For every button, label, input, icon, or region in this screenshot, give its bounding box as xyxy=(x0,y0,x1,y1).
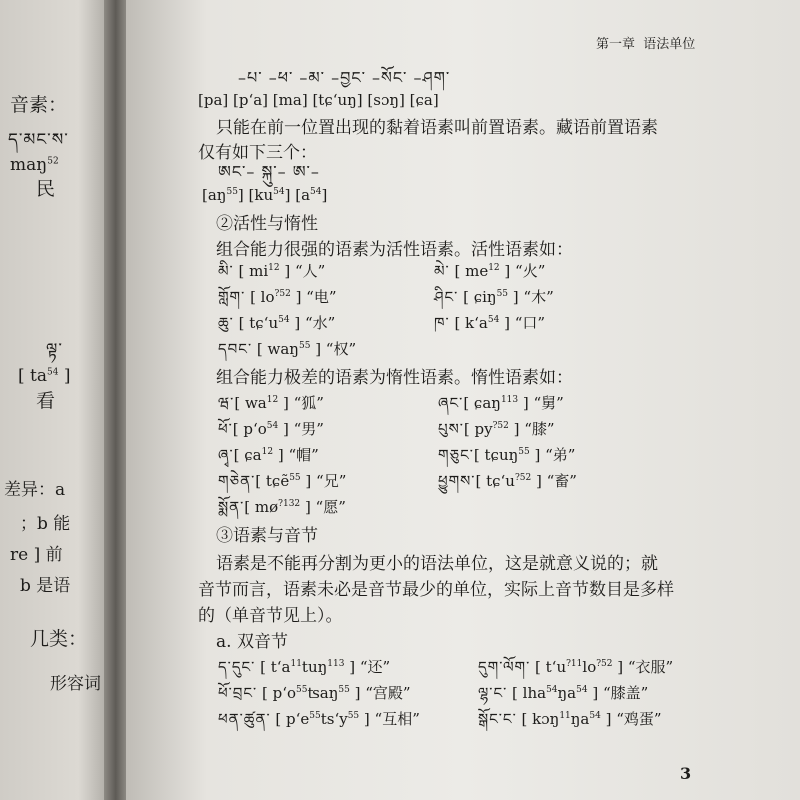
left-text-5: ལྟ་ xyxy=(46,340,63,360)
running-header xyxy=(596,38,695,51)
active-morpheme-5: ཆུ་ [ tɕʻu$^{54}$ ] “水” xyxy=(218,314,336,332)
active-morpheme-7: དབང་ [ waŋ$^{55}$ ] “权” xyxy=(218,340,357,358)
section-heading-morpheme-syllable: ③语素与音节 xyxy=(216,526,318,546)
paragraph-4-line-2: 音节而言，语素未必是音节最少的单位，实际上音节数目是多样 xyxy=(198,580,674,600)
disyllabic-word-2: དུག་ལོག་ [ $tʻu^{?11}lo^{?52}$ ] “衣服” xyxy=(478,658,674,676)
subsection-heading-disyllabic: a. 双音节 xyxy=(216,632,288,652)
left-text-13: 形容词 xyxy=(50,674,101,694)
disyllabic-word-4: ལྷ་ང་ [ $lha^{54}ŋa^{54}$ ] “膝盖” xyxy=(478,684,649,702)
left-text-3: maŋ$^{52}$ xyxy=(10,155,59,175)
active-morpheme-4: ཤིང་ [ ɕiŋ$^{55}$ ] “木” xyxy=(434,288,554,306)
disyllabic-word-6: སྒོང་ང་ [ $kɔŋ^{11}ŋa^{54}$ ] “鸡蛋” xyxy=(478,710,662,728)
inert-morpheme-8: ཕྱུགས་[ tɕʻu$^{?52}$ ] “畜” xyxy=(438,472,577,490)
right-page xyxy=(126,0,800,800)
inert-morpheme-7: གཅེན་[ tɕẽ$^{55}$ ] “兄” xyxy=(218,472,347,490)
ipa-row-1: [pa] [pʻa] [ma] [tɕʻuŋ] [sɔŋ] [ɕa] xyxy=(198,91,439,109)
page-number: 3 xyxy=(680,764,692,783)
left-text-4: 民 xyxy=(36,178,56,200)
inert-morpheme-9: སྨོན་[ $mø^{?132}$ ] “愿” xyxy=(218,498,346,516)
ipa-row-2: $[aŋ^{55}]$ $[ku^{54}]$ $[a^{54}]$ xyxy=(202,186,328,204)
active-morpheme-2: མེ་ [ $me^{12}$ ] “火” xyxy=(434,262,546,280)
chapter-label: 第一章 xyxy=(596,37,636,52)
left-text-12: 几类： xyxy=(30,628,88,650)
left-facing-page xyxy=(0,0,112,800)
paragraph-3: 组合能力极差的语素为惰性语素。惰性语素如： xyxy=(216,368,573,388)
left-text-7: 看 xyxy=(36,390,56,412)
active-morpheme-3: གློག་ [ $lo^{?52}$ ] “电” xyxy=(218,288,337,306)
paragraph-2: 组合能力很强的语素为活性语素。活性语素如： xyxy=(216,240,573,260)
active-morpheme-6: ཁ་ [ kʻa$^{54}$ ] “口” xyxy=(434,314,546,332)
chapter-title: 语法单位 xyxy=(643,37,696,52)
tibetan-row-1: –པ་ –ཕ་ –མ་ –བྱང་ –སོང་ –ཤག་ xyxy=(238,68,451,87)
left-text-6: [ $ta^{54}$ ] xyxy=(18,366,71,386)
disyllabic-word-3: ཕོ་བྲང་ [ pʻo$^{55}$ʦaŋ$^{55}$ ] “宫殿” xyxy=(218,684,411,702)
left-text-9: ；b 能 xyxy=(20,514,71,534)
paragraph-4-line-1: 语素是不能再分割为更小的语法单位，这是就意义说的；就 xyxy=(216,554,658,574)
inert-morpheme-2: ཞང་[ ɕaŋ$^{113}$ ] “舅” xyxy=(438,394,564,412)
paragraph-4-line-3: 的（单音节见上）。 xyxy=(198,606,343,626)
left-text-11: b 是语 xyxy=(20,576,71,596)
inert-morpheme-3: ཕོ་[ pʻo$^{54}$ ] “男” xyxy=(218,420,324,438)
inert-morpheme-6: གཅུང་[ tɕuŋ$^{55}$ ] “弟” xyxy=(438,446,576,464)
active-morpheme-1: མི་ [ $mi^{12}$ ] “人” xyxy=(218,262,326,280)
paragraph-1-line-2: 仅有如下三个： xyxy=(198,143,317,163)
left-text-10: re ] 前 xyxy=(10,545,63,565)
tibetan-row-2: ཨང་– སྐུ་– ཨ་– xyxy=(218,162,320,181)
inert-morpheme-1: ཝ་[ $wa^{12}$ ] “狐” xyxy=(218,394,324,412)
left-text-1: 音素： xyxy=(10,94,68,116)
inert-morpheme-4: པུས་[ $py^{?52}$ ] “膝” xyxy=(438,420,555,438)
paragraph-1-line-1: 只能在前一位置出现的黏着语素叫前置语素。藏语前置语素 xyxy=(216,118,658,138)
left-text-8: 差异：a xyxy=(4,480,66,500)
disyllabic-word-5: ཕན་ཚུན་ [ pʻe$^{55}$tsʻy$^{55}$ ] “互相” xyxy=(218,710,420,728)
section-heading-active-inert: ②活性与惰性 xyxy=(216,214,318,234)
left-text-2: ད་མང་ས་ xyxy=(8,130,69,150)
inert-morpheme-5: ཞྭ་[ ɕa$^{12}$ ] “帽” xyxy=(218,446,319,464)
disyllabic-word-1: ད་དུང་ [ tʻa$^{11}$tuŋ$^{113}$ ] “还” xyxy=(218,658,391,676)
